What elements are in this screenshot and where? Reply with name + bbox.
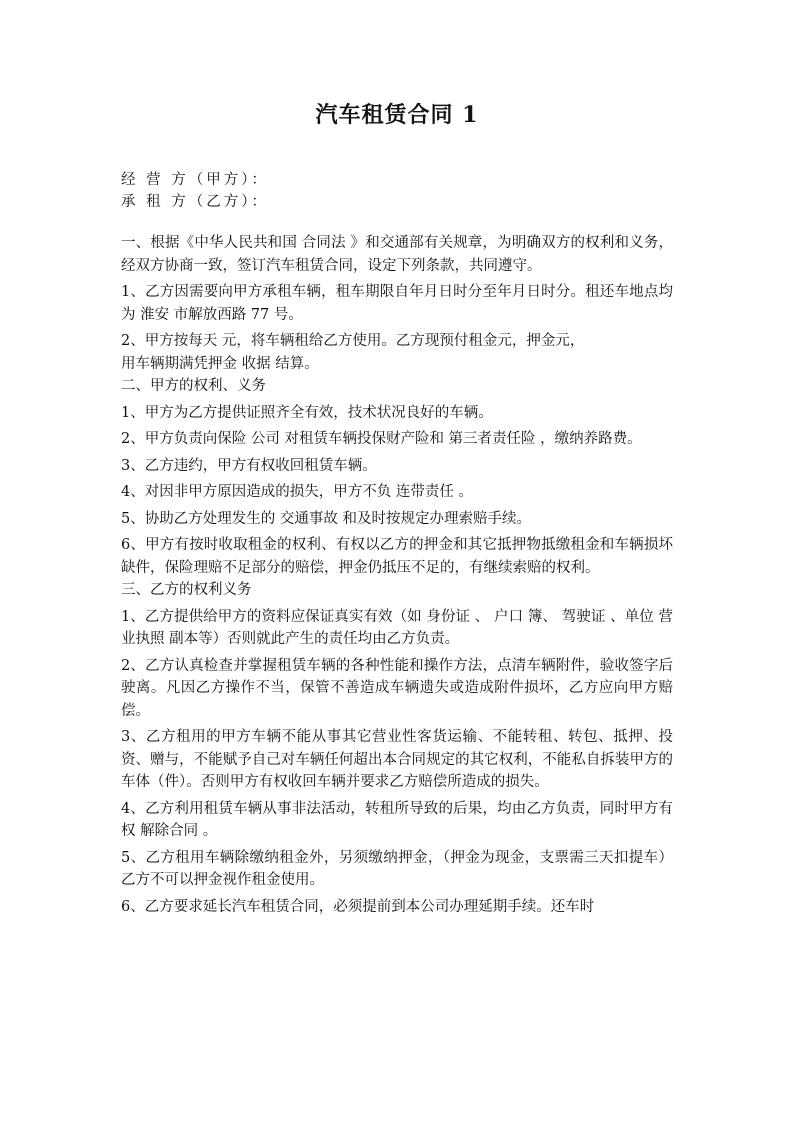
- document-title: 汽车租赁合同 1: [315, 102, 479, 128]
- clause-renter-5: 5、乙方租用车辆除缴纳租金外，另须缴纳押金，（押金为现金，支票需三天扣提车）乙方不可以押金视作租金使用。: [121, 849, 673, 888]
- clause-renter-1: 1、乙方提供给甲方的资料应保证真实有效（如 身份证 、 户口 簿、 驾驶证 、单位 营业执照 副本等）否则就此产生的责任均由乙方负责。: [121, 608, 673, 647]
- clause-deposit-settlement: 用车辆期满凭押金 收据 结算。: [121, 355, 319, 372]
- clause-operator-3: 3、乙方违约，甲方有权收回租赁车辆。: [121, 457, 377, 474]
- clause-renter-3: 3、乙方租用的甲方车辆不能从事其它营业性客货运输、不能转租、转包、抵押、投资、赠与，不能赋予自己对车辆任何超出本合同规定的其它权利，不能私自拆装甲方的车体（件）。否则甲方有权收回车辆并要求乙方赔偿所造成的损失。: [121, 729, 673, 790]
- clause-renter-4: 4、乙方利用租赁车辆从事非法活动，转租所导致的后果，均由乙方负责，同时甲方有权 解除合同 。: [121, 800, 673, 839]
- clause-rental-period: 1、乙方因需要向甲方承租车辆，租车期限自年月日时分至年月日时分。租还车地点均为 淮安 市解放西路 77 号。: [121, 284, 673, 323]
- party-renter: 承 租 方（乙方）：: [121, 194, 269, 210]
- clause-operator-1: 1、甲方为乙方提供证照齐全有效，技术状况良好的车辆。: [121, 404, 493, 421]
- clause-renter-2: 2、乙方认真检查并掌握租赁车辆的各种性能和操作方法，点清车辆附件，验收签字后驶离。凡因乙方操作不当，保管不善造成车辆遗失或造成附件损坏，乙方应向甲方赔偿。: [121, 657, 673, 719]
- clause-operator-5: 5、协助乙方处理发生的 交通事故 和及时按规定办理索赔手续。: [121, 510, 531, 527]
- clause-rent-payment: 2、甲方按每天 元，将车辆租给乙方使用。乙方现预付租金元，押金元，: [121, 333, 585, 349]
- party-operator: 经 营 方（甲方）：: [121, 172, 269, 188]
- clause-intro: 一、根据《中华人民共和国 合同法 》和交通部有关规章，为明确双方的权利和义务，经双方协商一致，签订汽车租赁合同，设定下列条款，共同遵守。: [121, 235, 673, 274]
- contract-body: [121, 232, 673, 918]
- clause-operator-2: 2、甲方负责向保险 公司 对租赁车辆投保财产险和 第三者责任险 ，缴纳养路费。: [121, 431, 642, 447]
- clause-renter-6: 6、乙方要求延长汽车租赁合同，必须提前到本公司办理延期手续。还车时: [121, 898, 595, 915]
- clause-operator-6: 6、甲方有按时收取租金的权利、有权以乙方的押金和其它抵押物抵缴租金和车辆损坏缺件，保险理赔不足部分的赔偿，押金仍抵压不足的，有继续索赔的权利。: [121, 537, 673, 576]
- section-heading-renter: 三、乙方的权利义务: [121, 582, 252, 598]
- section-heading-operator: 二、甲方的权利、义务: [121, 378, 266, 394]
- clause-operator-4: 4、对因非甲方原因造成的损失，甲方不负 连带责任 。: [121, 484, 473, 500]
